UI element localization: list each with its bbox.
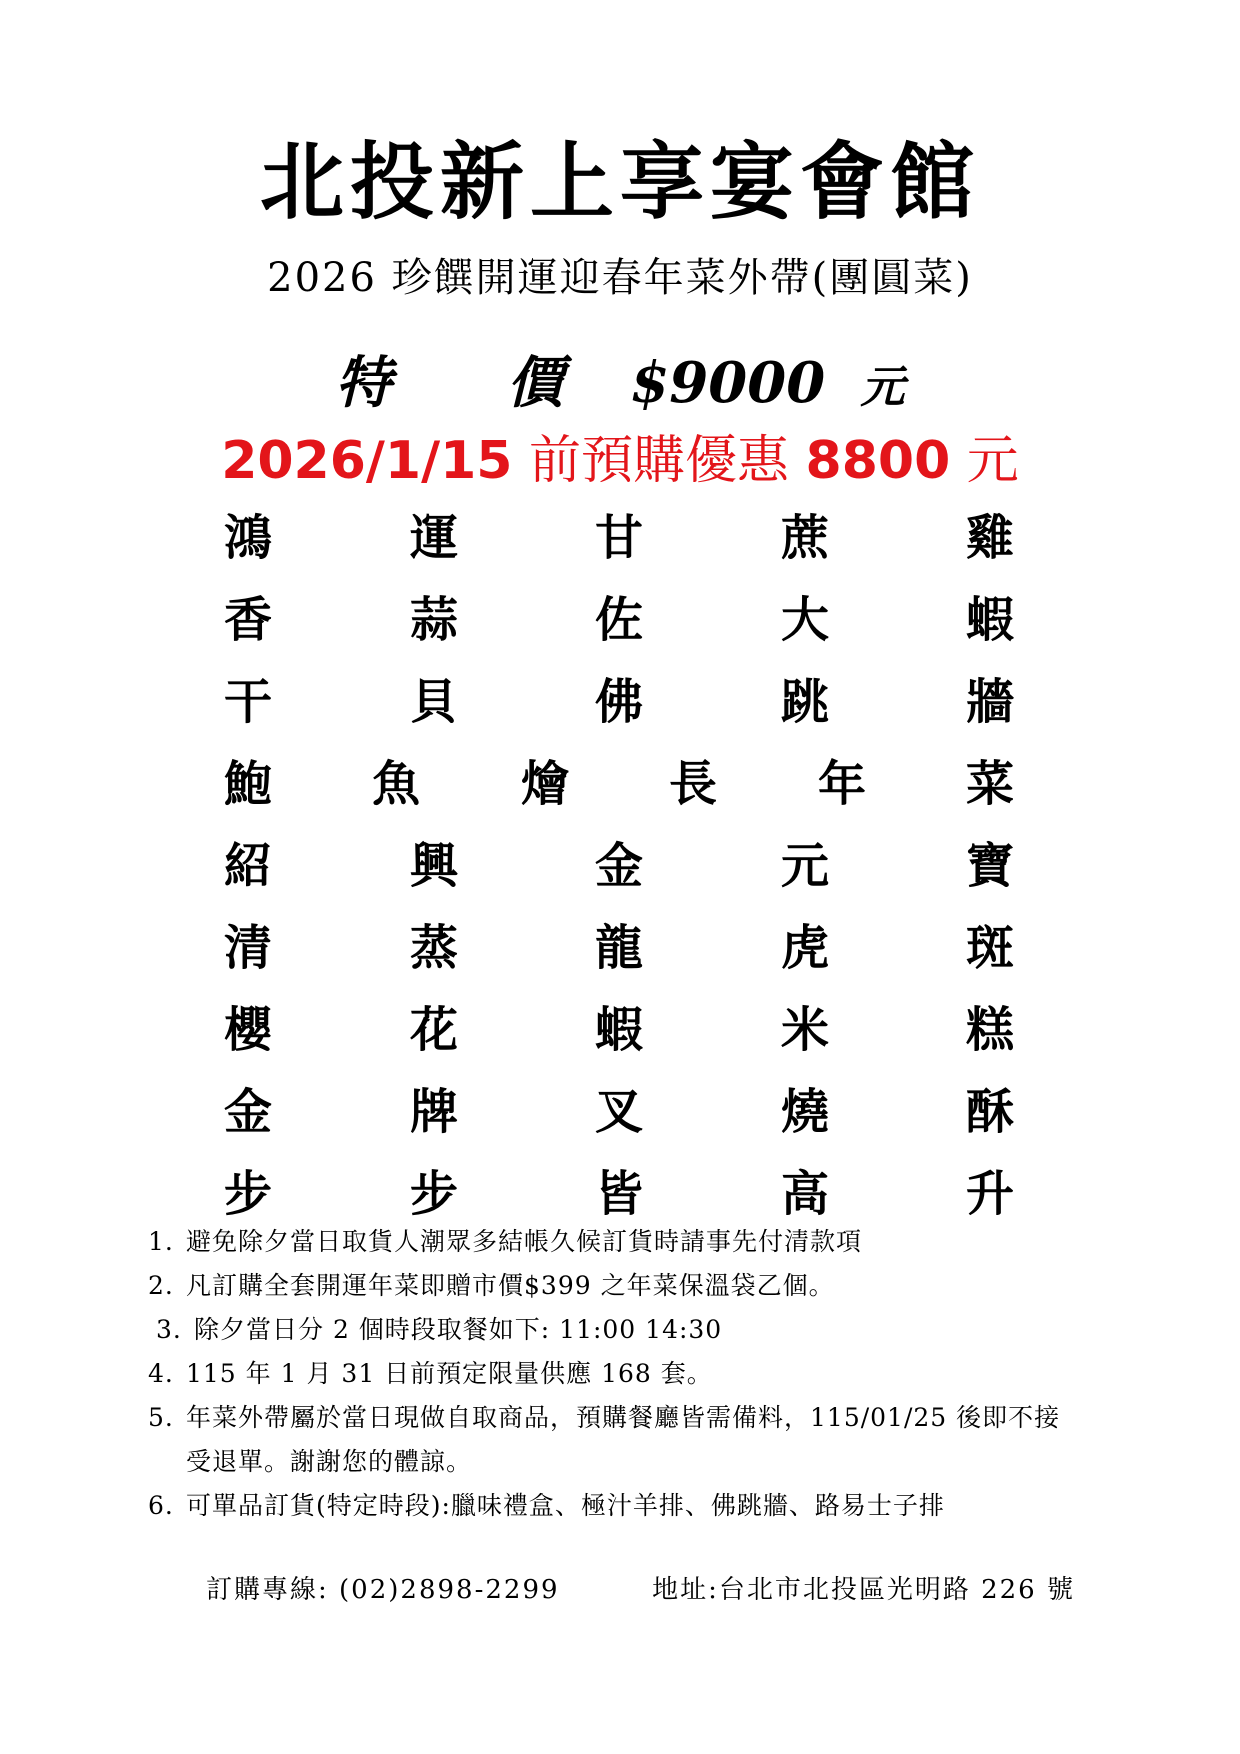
early-bird-text: 前預購優惠 <box>528 431 789 491</box>
dish-char: 鴻 <box>223 510 272 566</box>
dish-char: 清 <box>223 920 272 976</box>
dish-char: 燴 <box>520 756 569 812</box>
note-item <box>148 1220 1148 1264</box>
phone-number[interactable]: (02)2898-2299 <box>339 1575 560 1605</box>
dish-char: 糕 <box>965 1002 1014 1058</box>
menu-subtitle: 2026 珍饌開運迎春年菜外帶(團圓菜) <box>267 255 973 301</box>
dish-char: 貝 <box>409 674 458 730</box>
dish-char: 甘 <box>594 510 643 566</box>
dish-char: 紹 <box>223 838 272 894</box>
note-item <box>148 1396 1148 1484</box>
dish-char: 鮑 <box>223 756 272 812</box>
note-text: 115 年 1 月 31 日前預定限量供應 168 套。 <box>186 1359 713 1388</box>
dish-char: 菜 <box>965 756 1014 812</box>
note-number: 1. <box>148 1227 174 1256</box>
dish-char: 蝦 <box>965 592 1014 648</box>
note-text-continued: 受退單。謝謝您的體諒。 <box>186 1447 473 1476</box>
dish-char: 燒 <box>780 1084 829 1140</box>
dish-char: 蒸 <box>409 920 458 976</box>
note-text: 可單品訂貨(特定時段):臘味禮盒、極汁羊排、佛跳牆、路易士子排 <box>186 1491 945 1520</box>
restaurant-name: 北投新上享宴會館 <box>259 132 980 231</box>
dish-list <box>0 498 1240 1236</box>
contact-footer <box>206 1570 1075 1610</box>
dish-row <box>0 826 1240 908</box>
special-price-amount: $9000 <box>630 350 826 416</box>
early-bird-offer <box>0 428 1240 494</box>
dish-char: 叉 <box>594 1084 643 1140</box>
dish-char: 跳 <box>780 674 829 730</box>
dish-row <box>0 1072 1240 1154</box>
dish-char: 高 <box>780 1166 829 1222</box>
dish-char: 蝦 <box>594 1002 643 1058</box>
phone-label: 訂購專線: <box>206 1575 329 1605</box>
dish-char: 花 <box>409 1002 458 1058</box>
dish-char: 步 <box>409 1166 458 1222</box>
note-item <box>148 1352 1148 1396</box>
dish-row <box>0 662 1240 744</box>
note-item <box>148 1264 1148 1308</box>
early-bird-date: 2026/1/15 <box>221 431 513 491</box>
dish-char: 牆 <box>965 674 1014 730</box>
special-price <box>0 348 1240 423</box>
dish-char: 皆 <box>594 1166 643 1222</box>
dish-char: 佛 <box>594 674 643 730</box>
dish-char: 長 <box>668 756 717 812</box>
dish-row <box>0 580 1240 662</box>
dish-char: 寶 <box>965 838 1014 894</box>
dish-char: 牌 <box>409 1084 458 1140</box>
dish-char: 香 <box>223 592 272 648</box>
note-number: 6. <box>148 1491 174 1520</box>
note-number: 4. <box>148 1359 174 1388</box>
early-bird-amount: 8800 <box>805 431 951 491</box>
note-item <box>148 1484 1148 1528</box>
dish-char: 雞 <box>965 510 1014 566</box>
dish-char: 蒜 <box>409 592 458 648</box>
dish-char: 斑 <box>965 920 1014 976</box>
note-number: 2. <box>148 1271 174 1300</box>
dish-char: 金 <box>223 1084 272 1140</box>
dish-char: 大 <box>780 592 829 648</box>
note-item <box>156 1308 1156 1352</box>
dish-row <box>0 990 1240 1072</box>
note-number: 5. <box>148 1403 174 1432</box>
dish-char: 年 <box>817 756 866 812</box>
dish-char: 金 <box>594 838 643 894</box>
dish-char: 酥 <box>965 1084 1014 1140</box>
note-text: 凡訂購全套開運年菜即贈市價$399 之年菜保溫袋乙個。 <box>186 1271 835 1300</box>
note-text: 避免除夕當日取貨人潮眾多結帳久候訂貨時請事先付清款項 <box>186 1227 863 1256</box>
dish-char: 興 <box>409 838 458 894</box>
dish-row <box>0 498 1240 580</box>
dish-char: 蔗 <box>780 510 829 566</box>
address-label: 地址: <box>652 1575 719 1605</box>
dish-char: 運 <box>409 510 458 566</box>
special-price-label: 特 價 <box>335 350 611 416</box>
special-price-unit: 元 <box>860 362 905 413</box>
note-text: 除夕當日分 2 個時段取餐如下: 11:00 14:30 <box>194 1315 723 1344</box>
dish-char: 魚 <box>371 756 420 812</box>
dish-char: 米 <box>780 1002 829 1058</box>
notes-list <box>148 1220 1148 1528</box>
dish-row <box>0 744 1240 826</box>
dish-char: 櫻 <box>223 1002 272 1058</box>
dish-char: 龍 <box>594 920 643 976</box>
early-bird-unit: 元 <box>966 431 1019 491</box>
dish-row <box>0 908 1240 990</box>
dish-char: 步 <box>223 1166 272 1222</box>
address-text: 台北市北投區光明路 226 號 <box>718 1575 1075 1605</box>
note-number: 3. <box>156 1315 182 1344</box>
dish-char: 佐 <box>594 592 643 648</box>
note-text: 年菜外帶屬於當日現做自取商品，預購餐廳皆需備料，115/01/25 後即不接 <box>186 1403 1061 1432</box>
dish-char: 元 <box>780 838 829 894</box>
dish-char: 干 <box>223 674 272 730</box>
dish-char: 虎 <box>780 920 829 976</box>
dish-char: 升 <box>965 1166 1014 1222</box>
